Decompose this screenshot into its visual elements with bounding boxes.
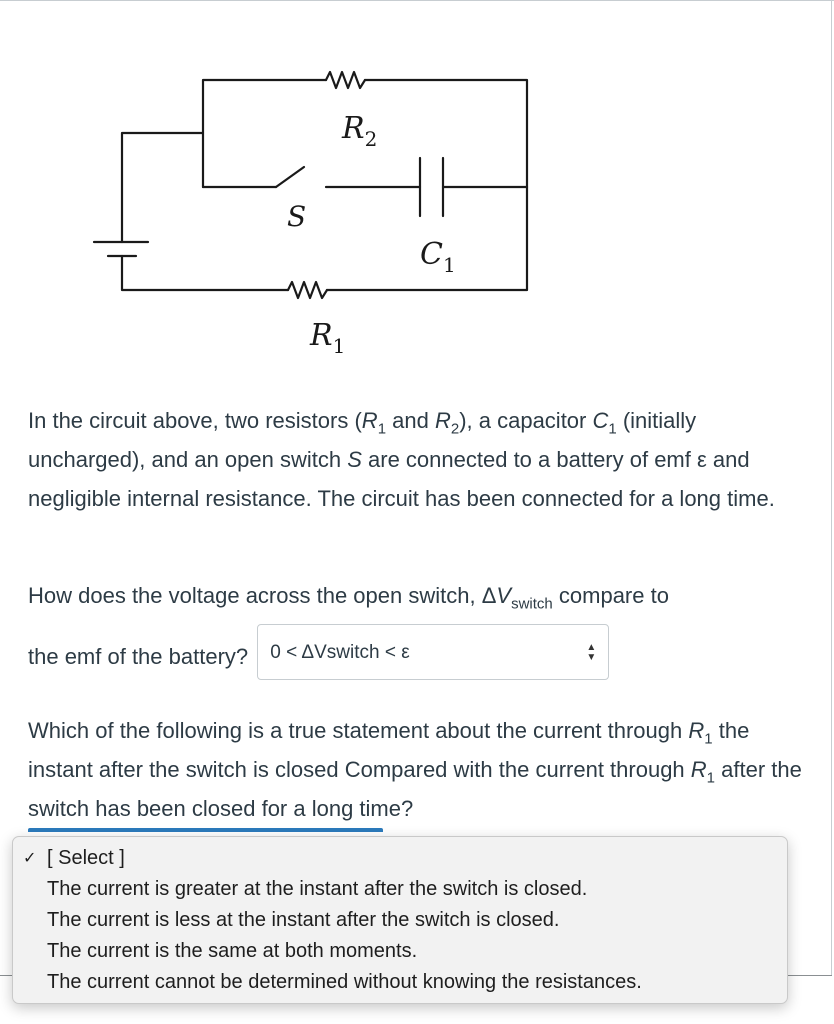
- checkmark-icon: ✓: [23, 850, 37, 867]
- wire-bottom-left: [122, 256, 288, 290]
- current-answer-dropdown[interactable]: [12, 836, 788, 1004]
- wire-left: [122, 133, 203, 242]
- frame-top-border: [0, 0, 834, 1]
- switch-blade: [276, 167, 304, 187]
- wire-top: [203, 80, 326, 187]
- wire-top-right: [365, 80, 527, 187]
- question-current: Which of the following is a true statement about the current through $R_1$ the instant after the switch is closed Compared with the current through $R_1$ after the switch has been closed for a long time?: [28, 718, 802, 821]
- dropdown-option-greater[interactable]: The current is greater at the instant after the switch is closed.: [47, 878, 588, 900]
- dropdown-option-less[interactable]: The current is less at the instant after the switch is closed.: [47, 909, 560, 931]
- c1-label: $C_1$: [420, 237, 456, 277]
- r1-label: $R_1$: [310, 318, 346, 358]
- frame-bottom-border: [0, 975, 12, 976]
- switch-label: S: [287, 200, 307, 233]
- dropdown-option-select[interactable]: ✓ [ Select ]: [13, 843, 787, 874]
- r2-resistor-symbol: [326, 72, 365, 88]
- r1-resistor-symbol: [288, 282, 327, 298]
- question-voltage: How does the voltage across the open switch, $\Delta V_{switch}$ compare to the emf of the battery? 0 < ΔVswitch < ε ▲ ▼: [28, 576, 808, 686]
- select-value: 0 < ΔVswitch < ε: [270, 641, 410, 663]
- dropdown-option-undetermined[interactable]: The current cannot be determined without knowing the resistances.: [47, 971, 642, 993]
- frame-bottom-border: [788, 975, 832, 976]
- r2-label: $R_2$: [342, 111, 378, 151]
- dropdown-option-same[interactable]: The current is the same at both moments.: [47, 940, 418, 962]
- circuit-description: In the circuit above, two resistors ($R_1$ and $R_2$), a capacitor $C_1$ (initially uncharged), and an open switch S are connected to a battery of emf ε and negligible internal resistance. The circuit has been connected for a long time.: [28, 408, 775, 511]
- frame-right-border: [831, 0, 832, 976]
- current-select-focus[interactable]: [28, 828, 383, 832]
- voltage-answer-select[interactable]: [257, 624, 609, 680]
- circuit-diagram: [80, 60, 550, 380]
- select-arrows-icon: ▲ ▼: [586, 642, 597, 663]
